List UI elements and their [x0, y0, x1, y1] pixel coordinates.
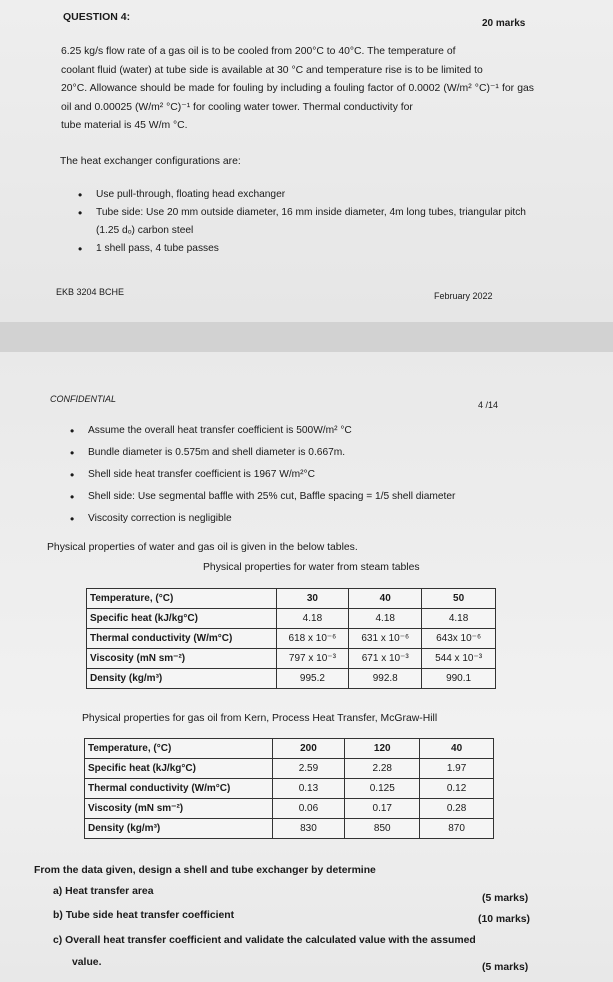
footer-date: February 2022 — [434, 291, 493, 301]
table-cell: 830 — [272, 819, 345, 839]
row-label: Thermal conductivity (W/m°C) — [87, 629, 277, 649]
table-cell: 618 x 10⁻⁶ — [276, 629, 349, 649]
page-gap — [0, 322, 613, 352]
row-label: Specific heat (kJ/kg°C) — [87, 609, 277, 629]
table-row — [85, 739, 494, 759]
gas-oil-properties-table — [84, 738, 494, 839]
row-label: Temperature, (°C) — [85, 739, 273, 759]
task-b-label: b) Tube side heat transfer coefficient — [53, 910, 235, 921]
assumption-item: • Bundle diameter is 0.575m and shell diameter is 0.667m. — [62, 442, 542, 464]
assumption-list — [62, 420, 542, 530]
task-c-label-continued: value. — [72, 957, 102, 968]
config-list — [70, 186, 538, 258]
oil-table-caption: Physical properties for gas oil from Kern, Process Heat Transfer, McGraw-Hill — [82, 713, 438, 724]
table-row — [85, 759, 494, 779]
row-label: Specific heat (kJ/kg°C) — [85, 759, 273, 779]
table-cell: 0.125 — [345, 779, 420, 799]
row-label: Density (kg/m³) — [87, 669, 277, 689]
table-row — [87, 589, 496, 609]
properties-intro: Physical properties of water and gas oil is given in the below tables. — [47, 542, 358, 553]
table-cell: 797 x 10⁻³ — [276, 649, 349, 669]
table-cell: 992.8 — [349, 669, 422, 689]
question-title: QUESTION 4: — [63, 11, 131, 23]
table-cell: 870 — [420, 819, 494, 839]
table-row — [87, 669, 496, 689]
configs-heading: The heat exchanger configurations are: — [60, 156, 241, 167]
table-cell: 40 — [349, 589, 422, 609]
water-table-caption: Physical properties for water from steam tables — [203, 562, 420, 573]
table-cell: 0.17 — [345, 799, 420, 819]
row-label: Density (kg/m³) — [85, 819, 273, 839]
table-cell: 2.28 — [345, 759, 420, 779]
confidential-header: CONFIDENTIAL — [50, 394, 117, 404]
paragraph-line: 20°C. Allowance should be made for fouling by including a fouling factor of 0.0002 (W/m² °C)⁻¹ for gas oil and 0.00025 (W/m² °C)⁻¹ for cooling water tower. Thermal conductivity for — [61, 83, 534, 113]
table-cell: 120 — [345, 739, 420, 759]
problem-statement — [61, 43, 534, 136]
table-cell: 4.18 — [276, 609, 349, 629]
exam-page-4 — [0, 352, 613, 982]
table-cell: 0.28 — [420, 799, 494, 819]
row-label: Temperature, (°C) — [87, 589, 277, 609]
assumption-item: • Shell side heat transfer coefficient is 1967 W/m²°C — [62, 464, 542, 486]
question-marks: 20 marks — [482, 18, 526, 29]
table-cell: 544 x 10⁻³ — [422, 649, 496, 669]
table-row — [87, 649, 496, 669]
task-a-label: a) Heat transfer area — [53, 886, 154, 897]
table-cell: 1.97 — [420, 759, 494, 779]
assumption-item: • Shell side: Use segmental baffle with 25% cut, Baffle spacing = 1/5 shell diameter — [62, 486, 542, 508]
table-cell: 200 — [272, 739, 345, 759]
paragraph-line: coolant fluid (water) at tube side is available at 30 °C and temperature rise is to be limited to — [61, 64, 483, 76]
task-c-marks: (5 marks) — [482, 962, 529, 973]
table-cell: 671 x 10⁻³ — [349, 649, 422, 669]
config-item: • 1 shell pass, 4 tube passes — [70, 240, 538, 258]
table-cell: 4.18 — [349, 609, 422, 629]
assumption-item: • Viscosity correction is negligible — [62, 508, 542, 530]
table-cell: 50 — [422, 589, 496, 609]
table-cell: 0.06 — [272, 799, 345, 819]
assumption-item: • Assume the overall heat transfer coefficient is 500W/m² °C — [62, 420, 542, 442]
task-b-marks: (10 marks) — [478, 914, 530, 925]
table-row — [85, 799, 494, 819]
paragraph-line: 6.25 kg/s flow rate of a gas oil is to be cooled from 200°C to 40°C. The temperature of — [61, 46, 456, 57]
table-cell: 40 — [420, 739, 494, 759]
table-row — [85, 779, 494, 799]
config-item: • Tube side: Use 20 mm outside diameter, 16 mm inside diameter, 4m long tubes, triangular pitch (1.25 dₒ) carbon steel — [70, 204, 538, 240]
task-c-label: c) Overall heat transfer coefficient and validate the calculated value with the assumed — [53, 935, 476, 946]
table-cell: 631 x 10⁻⁶ — [349, 629, 422, 649]
footer-course-code: EKB 3204 BCHE — [56, 287, 125, 297]
row-label: Viscosity (mN sm⁻²) — [85, 799, 273, 819]
table-cell: 4.18 — [422, 609, 496, 629]
table-cell: 30 — [276, 589, 349, 609]
table-cell: 643x 10⁻⁶ — [422, 629, 496, 649]
paragraph-line: tube material is 45 W/m °C. — [61, 120, 188, 132]
table-row — [85, 819, 494, 839]
table-row — [87, 609, 496, 629]
page-number: 4 /14 — [478, 400, 499, 410]
table-cell: 2.59 — [272, 759, 345, 779]
exam-page-3 — [0, 0, 613, 322]
table-cell: 995.2 — [276, 669, 349, 689]
table-cell: 0.12 — [420, 779, 494, 799]
row-label: Viscosity (mN sm⁻²) — [87, 649, 277, 669]
config-item: • Use pull-through, floating head exchanger — [70, 186, 538, 204]
row-label: Thermal conductivity (W/m°C) — [85, 779, 273, 799]
task-a-marks: (5 marks) — [482, 893, 529, 904]
task-intro: From the data given, design a shell and tube exchanger by determine — [34, 865, 376, 876]
table-cell: 0.13 — [272, 779, 345, 799]
table-row — [87, 629, 496, 649]
table-cell: 850 — [345, 819, 420, 839]
water-properties-table — [86, 588, 496, 689]
table-cell: 990.1 — [422, 669, 496, 689]
